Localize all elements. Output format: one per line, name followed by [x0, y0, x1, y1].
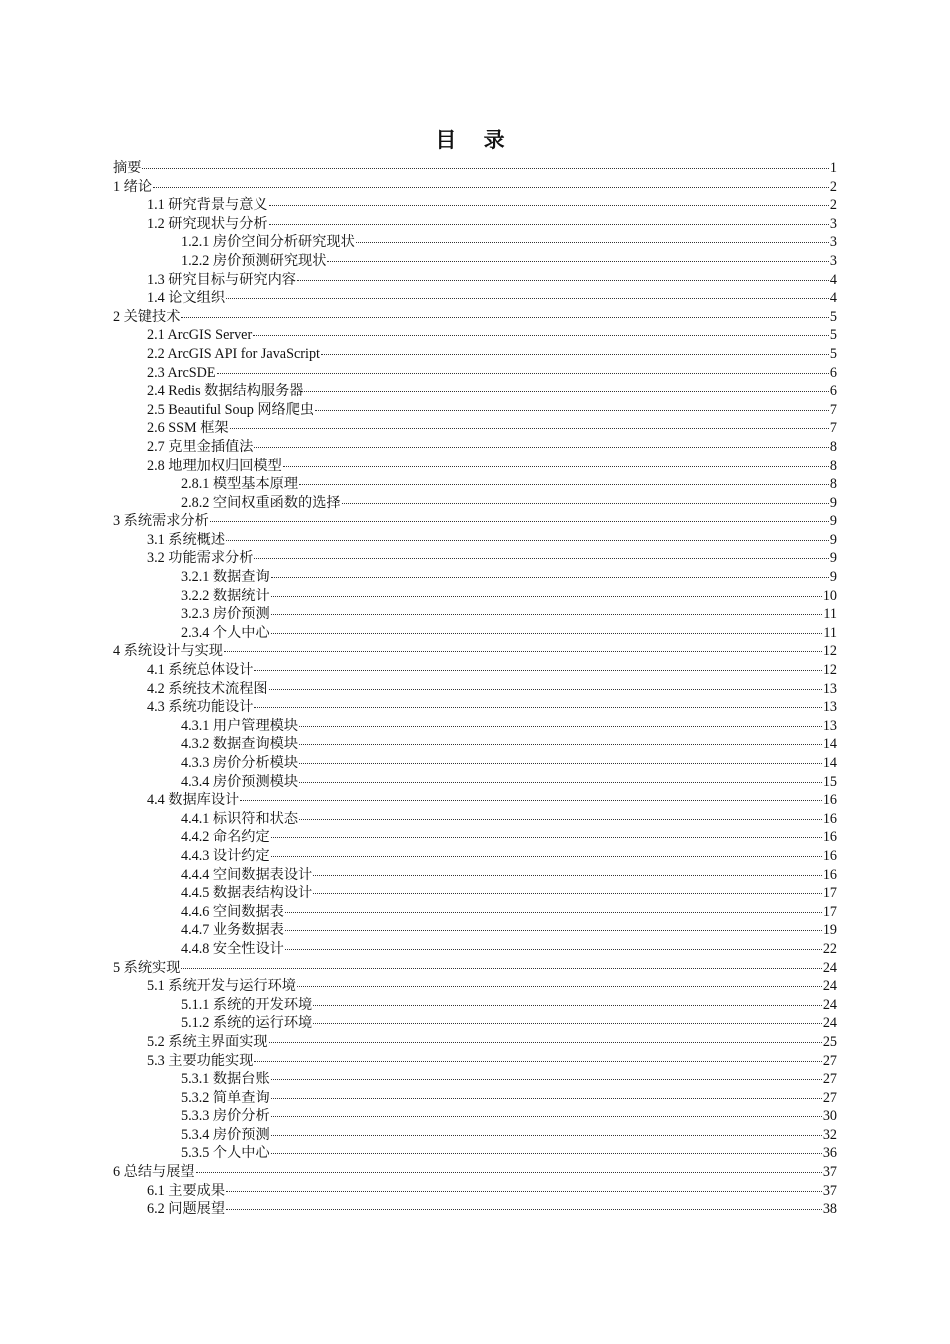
dot-leader: [226, 1190, 822, 1192]
toc-entry-page-number: 15: [822, 773, 837, 790]
toc-entry-label: 5.1.1 系统的开发环境: [181, 996, 313, 1013]
toc-entry-label: 2.8.2 空间权重函数的选择: [181, 494, 341, 511]
toc-entry[interactable]: [113, 1144, 837, 1163]
toc-entry-page-number: 37: [822, 1164, 837, 1181]
toc-entry-page-number: 30: [822, 1108, 837, 1125]
toc-entry-label: 5.1 系统开发与运行环境: [147, 978, 296, 995]
dot-leader: [224, 650, 822, 652]
dot-leader: [271, 576, 829, 578]
table-of-contents: [113, 159, 837, 1219]
toc-entry-page-number: 37: [822, 1182, 837, 1199]
toc-entry-label: 4.4.1 标识符和状态: [181, 810, 299, 827]
toc-entry-label: 6.2 问题展望: [147, 1201, 226, 1218]
toc-entry-label: 5 系统实现: [113, 959, 181, 976]
toc-entry[interactable]: [113, 549, 837, 568]
toc-entry-label: 2.4 Redis 数据结构服务器: [147, 383, 304, 400]
toc-entry-page-number: 38: [822, 1201, 837, 1218]
dot-leader: [271, 1097, 822, 1099]
toc-entry[interactable]: [113, 605, 837, 624]
toc-entry-label: 2.6 SSM 框架: [147, 420, 229, 437]
toc-entry[interactable]: [113, 754, 837, 773]
toc-entry-label: 1.2.2 房价预测研究现状: [181, 252, 327, 269]
dot-leader: [210, 520, 829, 522]
dot-leader: [313, 892, 822, 894]
toc-entry-label: 2.3 ArcSDE: [147, 364, 216, 381]
dot-leader: [342, 502, 829, 504]
toc-entry[interactable]: [113, 1182, 837, 1201]
toc-entry-page-number: 27: [822, 1089, 837, 1106]
toc-entry-page-number: 13: [822, 717, 837, 734]
toc-entry-page-number: 27: [822, 1071, 837, 1088]
toc-entry-label: 5.3.4 房价预测: [181, 1126, 270, 1143]
toc-entry-page-number: 17: [822, 885, 837, 902]
toc-entry-label: 5.3.5 个人中心: [181, 1145, 270, 1162]
toc-entry[interactable]: [113, 791, 837, 810]
toc-entry-page-number: 3: [829, 215, 837, 232]
dot-leader: [271, 1134, 822, 1136]
toc-entry[interactable]: [113, 326, 837, 345]
dot-leader: [299, 762, 822, 764]
dot-leader: [269, 223, 829, 225]
toc-entry-label: 4.4.6 空间数据表: [181, 903, 284, 920]
toc-entry-page-number: 7: [829, 401, 837, 418]
dot-leader: [217, 372, 829, 374]
toc-entry[interactable]: [113, 977, 837, 996]
toc-entry-page-number: 11: [823, 606, 837, 623]
toc-entry[interactable]: [113, 568, 837, 587]
dot-leader: [299, 818, 822, 820]
toc-entry-page-number: 19: [822, 922, 837, 939]
toc-entry-page-number: 14: [822, 755, 837, 771]
toc-entry[interactable]: [113, 680, 837, 699]
toc-entry[interactable]: [113, 382, 837, 401]
dot-leader: [285, 929, 822, 931]
toc-entry[interactable]: [113, 512, 837, 531]
toc-entry[interactable]: [113, 289, 837, 308]
toc-entry[interactable]: [113, 884, 837, 903]
toc-entry-label: 3 系统需求分析: [113, 513, 209, 530]
page-title: 目 录: [435, 128, 515, 152]
toc-entry-label: 2.8 地理加权归回模型: [147, 457, 282, 474]
dot-leader: [254, 706, 821, 708]
toc-entry-label: 4.3.1 用户管理模块: [181, 717, 299, 734]
toc-entry-page-number: 5: [829, 327, 837, 344]
toc-entry-label: 4.4.7 业务数据表: [181, 922, 284, 939]
dot-leader: [313, 1004, 822, 1006]
toc-entry[interactable]: [113, 996, 837, 1015]
toc-entry-page-number: 6: [829, 364, 837, 381]
dot-leader: [271, 855, 822, 857]
dot-leader: [226, 539, 829, 541]
dot-leader: [299, 483, 829, 485]
toc-entry-page-number: 16: [822, 792, 837, 809]
toc-entry[interactable]: [113, 1052, 837, 1071]
toc-entry-page-number: 1: [829, 160, 837, 176]
toc-entry[interactable]: [113, 252, 837, 271]
toc-entry-label: 2.2 ArcGIS API for JavaScript: [147, 345, 320, 362]
dot-leader: [153, 186, 829, 188]
dot-leader: [299, 743, 822, 745]
toc-entry[interactable]: [113, 642, 837, 661]
toc-entry-label: 5.3.2 简单查询: [181, 1089, 270, 1106]
toc-entry-page-number: 4: [829, 271, 837, 288]
toc-entry[interactable]: [113, 457, 837, 476]
toc-entry[interactable]: [113, 735, 837, 754]
toc-entry-page-number: 4: [829, 290, 837, 307]
dot-leader: [254, 1060, 821, 1062]
toc-entry-page-number: 16: [822, 829, 837, 846]
toc-entry-label: 4.4.8 安全性设计: [181, 940, 284, 957]
dot-leader: [285, 911, 822, 913]
toc-entry-label: 3.2.3 房价预测: [181, 606, 270, 623]
toc-entry-label: 1.4 论文组织: [147, 290, 226, 307]
dot-leader: [356, 241, 829, 243]
toc-entry[interactable]: [113, 1033, 837, 1052]
dot-leader: [313, 874, 822, 876]
toc-entry[interactable]: [113, 401, 837, 420]
toc-entry-label: 4 系统设计与实现: [113, 643, 223, 660]
toc-entry-label: 2.5 Beautiful Soup 网络爬虫: [147, 401, 315, 418]
toc-entry-label: 3.1 系统概述: [147, 531, 226, 548]
toc-entry[interactable]: [113, 196, 837, 215]
toc-entry-label: 2 关键技术: [113, 308, 181, 325]
toc-entry-page-number: 10: [822, 587, 837, 604]
toc-entry-label: 4.3 系统功能设计: [147, 699, 254, 716]
toc-entry-label: 2.7 克里金插值法: [147, 438, 254, 455]
toc-entry-page-number: 11: [823, 624, 837, 641]
toc-entry-page-number: 9: [829, 494, 837, 511]
toc-entry-page-number: 3: [829, 234, 837, 251]
toc-entry-label: 1.2 研究现状与分析: [147, 215, 268, 232]
dot-leader: [230, 427, 829, 429]
toc-entry-page-number: 8: [829, 438, 837, 455]
toc-entry-label: 6.1 主要成果: [147, 1182, 226, 1199]
toc-entry-page-number: 7: [829, 420, 837, 437]
toc-entry[interactable]: [113, 1200, 837, 1219]
dot-leader: [226, 1208, 822, 1210]
dot-leader: [299, 725, 822, 727]
toc-entry-label: 2.8.1 模型基本原理: [181, 476, 299, 493]
toc-entry-page-number: 9: [829, 513, 837, 530]
toc-entry[interactable]: [113, 345, 837, 364]
toc-entry-page-number: 8: [829, 457, 837, 474]
toc-entry-page-number: 16: [822, 810, 837, 827]
toc-entry-label: 4.3.3 房价分析模块: [181, 755, 299, 771]
toc-entry-label: 4.3.4 房价预测模块: [181, 773, 299, 790]
dot-leader: [297, 985, 822, 987]
dot-leader: [321, 353, 829, 355]
toc-entry-label: 3.2.2 数据统计: [181, 587, 270, 604]
dot-leader: [271, 1078, 822, 1080]
toc-entry-page-number: 13: [822, 699, 837, 716]
dot-leader: [269, 688, 822, 690]
dot-leader: [271, 1152, 822, 1154]
toc-entry[interactable]: [113, 531, 837, 550]
toc-entry-page-number: 6: [829, 383, 837, 400]
toc-entry-label: 5.3.3 房价分析: [181, 1108, 270, 1125]
dot-leader: [297, 279, 829, 281]
toc-entry-page-number: 22: [822, 940, 837, 957]
toc-entry[interactable]: [113, 773, 837, 792]
dot-leader: [254, 446, 828, 448]
toc-entry-page-number: 24: [822, 1015, 837, 1032]
toc-entry-label: 5.2 系统主界面实现: [147, 1033, 268, 1050]
toc-entry-page-number: 27: [822, 1052, 837, 1069]
toc-entry-label: 4.4.3 设计约定: [181, 847, 270, 864]
toc-entry-label: 4.4 数据库设计: [147, 792, 240, 809]
toc-entry[interactable]: [113, 1070, 837, 1089]
toc-entry[interactable]: [113, 587, 837, 606]
toc-entry[interactable]: [113, 271, 837, 290]
toc-entry-page-number: 12: [822, 662, 837, 679]
toc-entry-label: 3.2.1 数据查询: [181, 569, 270, 586]
toc-entry-label: 1.2.1 房价空间分析研究现状: [181, 234, 355, 251]
dot-leader: [254, 669, 821, 671]
toc-entry-page-number: 8: [829, 476, 837, 493]
toc-entry-label: 4.4.2 命名约定: [181, 829, 270, 846]
toc-entry-page-number: 3: [829, 252, 837, 269]
toc-entry-page-number: 36: [822, 1145, 837, 1162]
toc-entry-label: 2.3.4 个人中心: [181, 624, 270, 641]
toc-entry-page-number: 17: [822, 903, 837, 920]
toc-entry-label: 5.1.2 系统的运行环境: [181, 1015, 313, 1032]
toc-entry[interactable]: [113, 903, 837, 922]
toc-entry-page-number: 9: [829, 531, 837, 548]
toc-entry-page-number: 14: [822, 736, 837, 753]
toc-entry-label: 5.3 主要功能实现: [147, 1052, 254, 1069]
toc-entry[interactable]: [113, 364, 837, 383]
toc-entry[interactable]: [113, 178, 837, 197]
toc-entry-label: 1.1 研究背景与意义: [147, 197, 268, 214]
toc-entry[interactable]: [113, 940, 837, 959]
dot-leader: [271, 632, 823, 634]
toc-entry-page-number: 24: [822, 996, 837, 1013]
dot-leader: [271, 1115, 822, 1117]
dot-leader: [313, 1022, 822, 1024]
toc-entry[interactable]: [113, 1014, 837, 1033]
dot-leader: [271, 595, 822, 597]
toc-entry[interactable]: [113, 624, 837, 643]
dot-leader: [181, 316, 829, 318]
dot-leader: [269, 1041, 822, 1043]
toc-entry[interactable]: [113, 494, 837, 513]
toc-entry-label: 1 绪论: [113, 178, 153, 195]
toc-entry-page-number: 16: [822, 866, 837, 883]
dot-leader: [299, 781, 822, 783]
toc-entry[interactable]: [113, 1089, 837, 1108]
toc-entry-page-number: 5: [829, 308, 837, 325]
dot-leader: [240, 799, 822, 801]
dot-leader: [269, 204, 829, 206]
toc-entry[interactable]: [113, 717, 837, 736]
toc-entry-label: 6 总结与展望: [113, 1164, 195, 1181]
toc-entry[interactable]: [113, 866, 837, 885]
toc-entry[interactable]: [113, 159, 837, 178]
dot-leader: [315, 409, 829, 411]
dot-leader: [253, 334, 829, 336]
toc-entry-page-number: 5: [829, 345, 837, 362]
toc-entry-page-number: 2: [829, 197, 837, 214]
toc-entry-page-number: 13: [822, 680, 837, 697]
toc-entry[interactable]: [113, 661, 837, 680]
toc-entry[interactable]: [113, 419, 837, 438]
toc-entry[interactable]: [113, 233, 837, 252]
dot-leader: [283, 465, 829, 467]
toc-entry[interactable]: [113, 959, 837, 978]
dot-leader: [181, 967, 821, 969]
toc-entry-label: 摘要: [113, 160, 142, 176]
dot-leader: [304, 390, 828, 392]
toc-entry[interactable]: [113, 828, 837, 847]
toc-entry[interactable]: [113, 810, 837, 829]
toc-entry-page-number: 24: [822, 959, 837, 976]
toc-entry-label: 4.4.5 数据表结构设计: [181, 885, 313, 902]
toc-entry[interactable]: [113, 475, 837, 494]
toc-entry-label: 5.3.1 数据台账: [181, 1071, 270, 1088]
toc-entry-page-number: 9: [829, 550, 837, 567]
toc-entry-label: 1.3 研究目标与研究内容: [147, 271, 296, 288]
dot-leader: [327, 260, 828, 262]
toc-entry[interactable]: [113, 438, 837, 457]
toc-entry-label: 4.1 系统总体设计: [147, 662, 254, 679]
dot-leader: [271, 613, 823, 615]
toc-entry[interactable]: [113, 215, 837, 234]
toc-entry[interactable]: [113, 1163, 837, 1182]
toc-entry-page-number: 2: [829, 178, 837, 195]
toc-entry-page-number: 12: [822, 643, 837, 660]
dot-leader: [196, 1171, 822, 1173]
toc-entry-page-number: 25: [822, 1033, 837, 1050]
toc-entry-page-number: 32: [822, 1126, 837, 1143]
toc-entry-label: 4.4.4 空间数据表设计: [181, 866, 313, 883]
toc-entry-page-number: 16: [822, 847, 837, 864]
toc-entry-label: 3.2 功能需求分析: [147, 550, 254, 567]
toc-entry-page-number: 24: [822, 978, 837, 995]
toc-entry[interactable]: [113, 698, 837, 717]
dot-leader: [142, 167, 829, 169]
dot-leader: [271, 836, 822, 838]
toc-entry[interactable]: [113, 1126, 837, 1145]
dot-leader: [226, 297, 829, 299]
toc-entry[interactable]: [113, 847, 837, 866]
dot-leader: [254, 557, 828, 559]
dot-leader: [285, 948, 822, 950]
toc-entry[interactable]: [113, 1107, 837, 1126]
toc-entry-label: 2.1 ArcGIS Server: [147, 327, 253, 344]
toc-entry-page-number: 9: [829, 569, 837, 586]
toc-entry[interactable]: [113, 921, 837, 940]
toc-entry-label: 4.3.2 数据查询模块: [181, 736, 299, 753]
toc-entry-label: 4.2 系统技术流程图: [147, 680, 268, 697]
toc-entry[interactable]: [113, 308, 837, 327]
